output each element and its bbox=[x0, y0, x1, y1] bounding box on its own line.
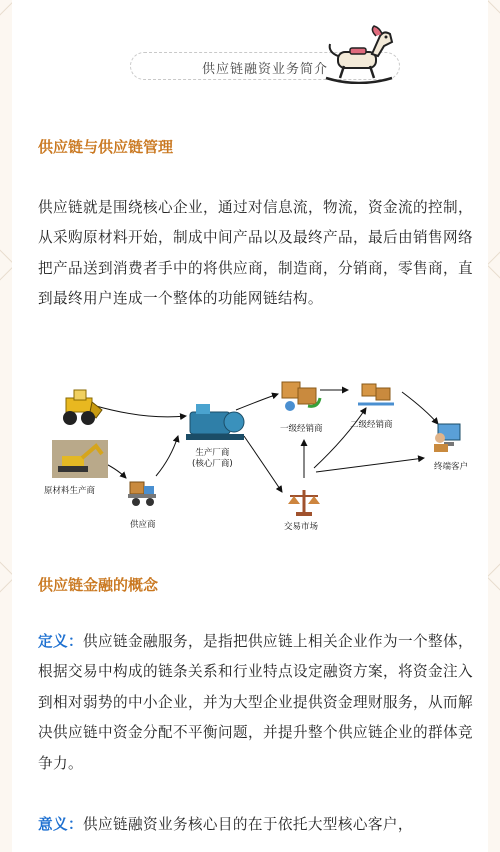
end-customer-computer-icon bbox=[432, 420, 468, 454]
supply-chain-paragraph: 供应链就是围绕核心企业，通过对信息流，物流，资金流的控制，从采购原材料开始，制成中间产品以及最终产品，最后由销售网络把产品送到消费者手中的将供应商，制造商，分销商，零售商，直到最终用户连成一个整体的功能网链结构。 bbox=[38, 199, 473, 308]
definition-body: 供应链金融服务，是指把供应链上相关企业作为一个整体，根据交易中构成的链条关系和行业特点设定融资方案，将资金注入到相对弱势的中小企业，并为大型企业提供资金理财服务，从而解决供应链中资金分配不平衡问题，并提升整个供应链企业的群体竞争力。 bbox=[38, 633, 473, 772]
meaning-body: 供应链融资业务核心目的在于依托大型核心客户， bbox=[82, 816, 413, 833]
end-customer-label: 终端客户 bbox=[434, 462, 469, 472]
right-edge-diamond-mid bbox=[486, 249, 500, 280]
wheel-loader-icon bbox=[52, 388, 108, 428]
header-title: 供应链融资业务简介 bbox=[201, 62, 328, 77]
raw-material-producer-label: 原材料生产商 bbox=[44, 486, 96, 496]
rocking-horse-icon bbox=[320, 22, 398, 84]
meaning-label: 意义： bbox=[38, 816, 83, 833]
right-edge-diamond-top bbox=[486, 0, 500, 16]
section-heading-supply-chain-finance: 供应链金融的概念 bbox=[38, 576, 159, 594]
market-scale-icon bbox=[286, 486, 322, 518]
distributor2-boxes-icon bbox=[356, 374, 398, 410]
distributor1-label: 一级经销商 bbox=[280, 424, 323, 434]
article-page bbox=[12, 0, 488, 852]
supply-chain-diagram bbox=[26, 368, 476, 538]
excavator-icon bbox=[52, 440, 108, 478]
supplier-label: 供应商 bbox=[130, 520, 156, 530]
right-edge-diamond-low bbox=[486, 561, 500, 592]
manufacturer-label-line2: (核心厂商) bbox=[192, 459, 233, 469]
distributor2-label: 二级经销商 bbox=[350, 420, 393, 430]
manufacturer-label bbox=[192, 448, 233, 470]
market-label: 交易市场 bbox=[284, 522, 319, 532]
definition-label: 定义： bbox=[38, 633, 83, 650]
manufacturer-machine-icon bbox=[186, 400, 248, 444]
section-heading-supply-chain: 供应链与供应链管理 bbox=[38, 138, 174, 156]
meaning-paragraph bbox=[38, 810, 473, 840]
supplier-forklift-icon bbox=[126, 476, 162, 508]
definition-paragraph bbox=[38, 627, 473, 779]
manufacturer-label-line1: 生产厂商 bbox=[195, 448, 230, 458]
distributor1-boxes-icon bbox=[278, 374, 324, 414]
